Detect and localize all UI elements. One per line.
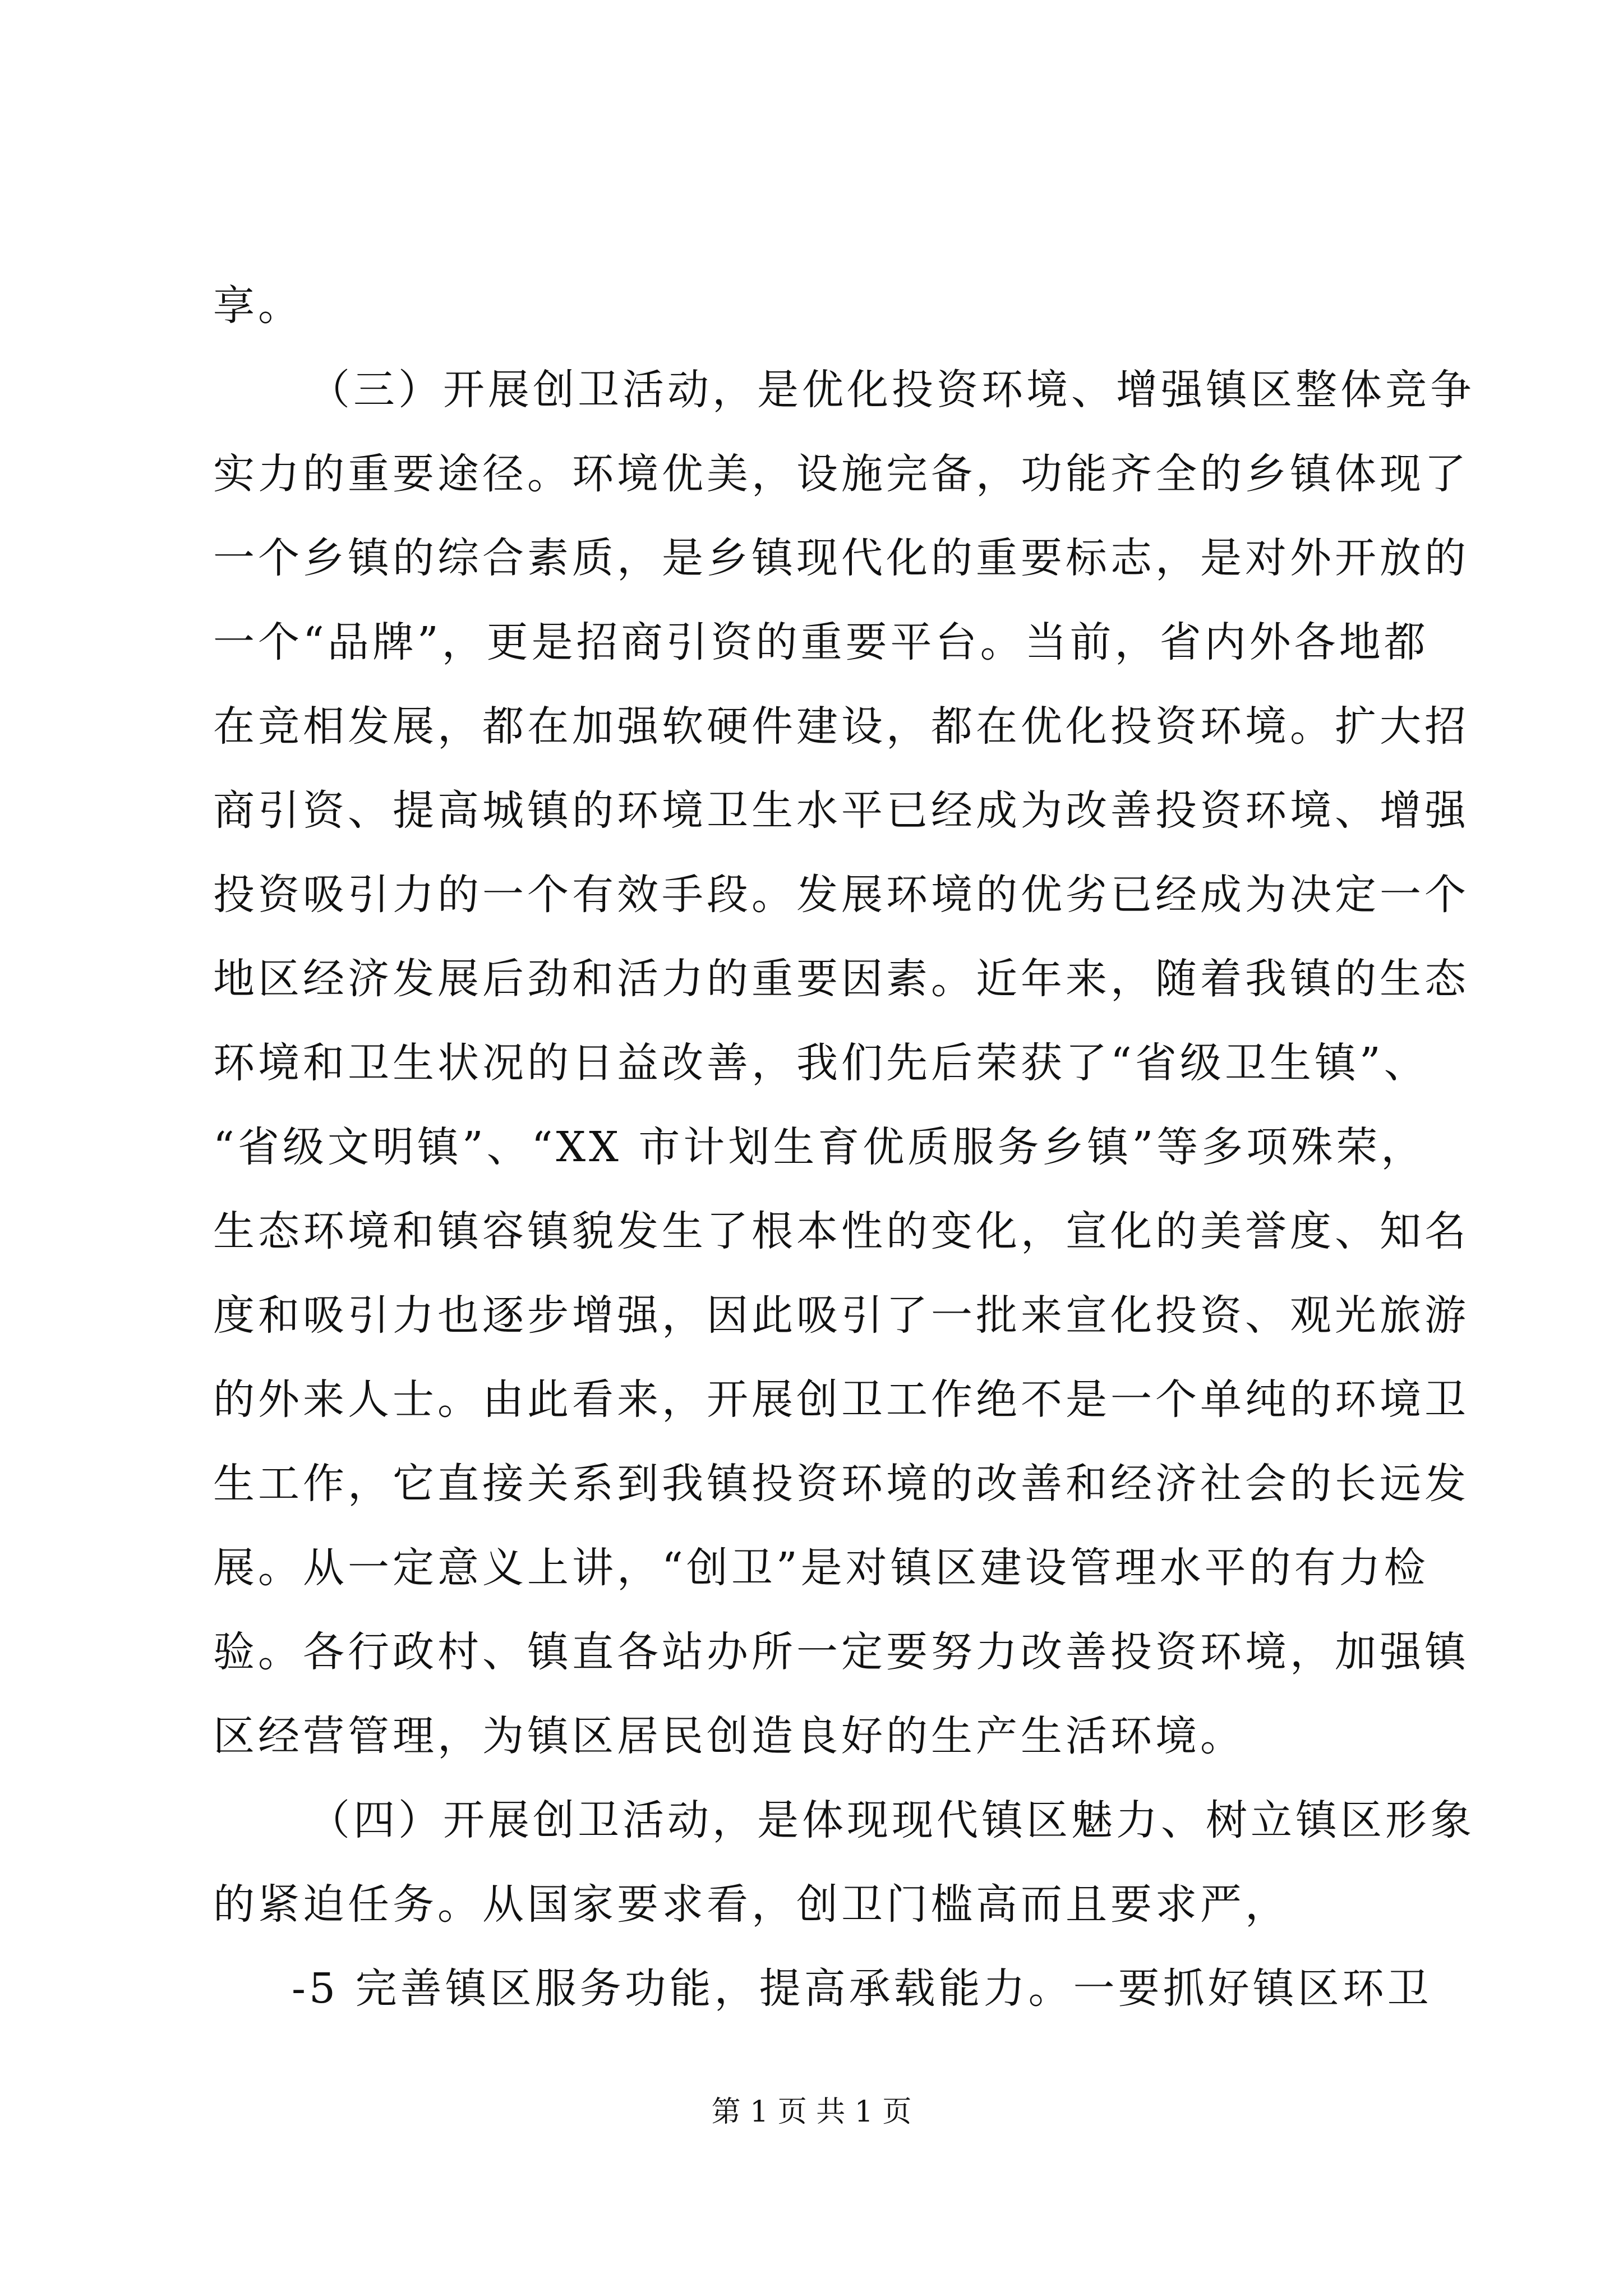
- text-line: 环境和卫生状况的日益改善，我们先后荣获了“省级卫生镇”、: [213, 1039, 1429, 1087]
- text-line: 区经营管理，为镇区居民创造良好的生产生活环境。: [213, 1712, 1245, 1760]
- text-line: 的外来人士。由此看来，开展创卫工作绝不是一个单纯的环境卫: [213, 1375, 1469, 1424]
- text-line: 生态环境和镇容镇貌发生了根本性的变化，宣化的美誉度、知名: [213, 1207, 1469, 1255]
- page-footer: 第 1 页 共 1 页: [711, 2095, 912, 2129]
- text-line: 一个“品牌”，更是招商引资的重要平台。当前，省内外各地都: [213, 618, 1429, 666]
- text-line: 一个乡镇的综合素质，是乡镇现代化的重要标志，是对外开放的: [213, 534, 1469, 582]
- text-line: 在竞相发展，都在加强软硬件建设，都在优化投资环境。扩大招: [213, 702, 1469, 751]
- paragraph-4-heading-line: （四）开展创卫活动，是体现现代镇区魅力、树立镇区形象: [308, 1796, 1475, 1844]
- text-line: 的紧迫任务。从国家要求看，创卫门槛高而且要求严，: [213, 1880, 1290, 1929]
- paragraph-3-heading-line: （三）开展创卫活动，是优化投资环境、增强镇区整体竞争: [308, 366, 1475, 414]
- text-line: 度和吸引力也逐步增强，因此吸引了一批来宣化投资、观光旅游: [213, 1291, 1469, 1340]
- text-line: 地区经济发展后劲和活力的重要因素。近年来，随着我镇的生态: [213, 955, 1469, 1003]
- text-line: -5 完善镇区服务功能，提高承载能力。一要抓好镇区环卫: [292, 1964, 1432, 2013]
- text-line: 生工作，它直接关系到我镇投资环境的改善和经济社会的长远发: [213, 1460, 1469, 1508]
- text-line: 展。从一定意义上讲，“创卫”是对镇区建设管理水平的有力检: [213, 1544, 1429, 1592]
- text-line: 投资吸引力的一个有效手段。发展环境的优劣已经成为决定一个: [213, 871, 1469, 919]
- text-line: 实力的重要途径。环境优美，设施完备，功能齐全的乡镇体现了: [213, 450, 1469, 498]
- text-line: 享。: [213, 282, 303, 330]
- text-line: 验。各行政村、镇直各站办所一定要努力改善投资环境，加强镇: [213, 1628, 1469, 1676]
- text-line: “省级文明镇”、“XX 市计划生育优质服务乡镇”等多项殊荣，: [213, 1123, 1426, 1171]
- text-line: 商引资、提高城镇的环境卫生水平已经成为改善投资环境、增强: [213, 786, 1469, 835]
